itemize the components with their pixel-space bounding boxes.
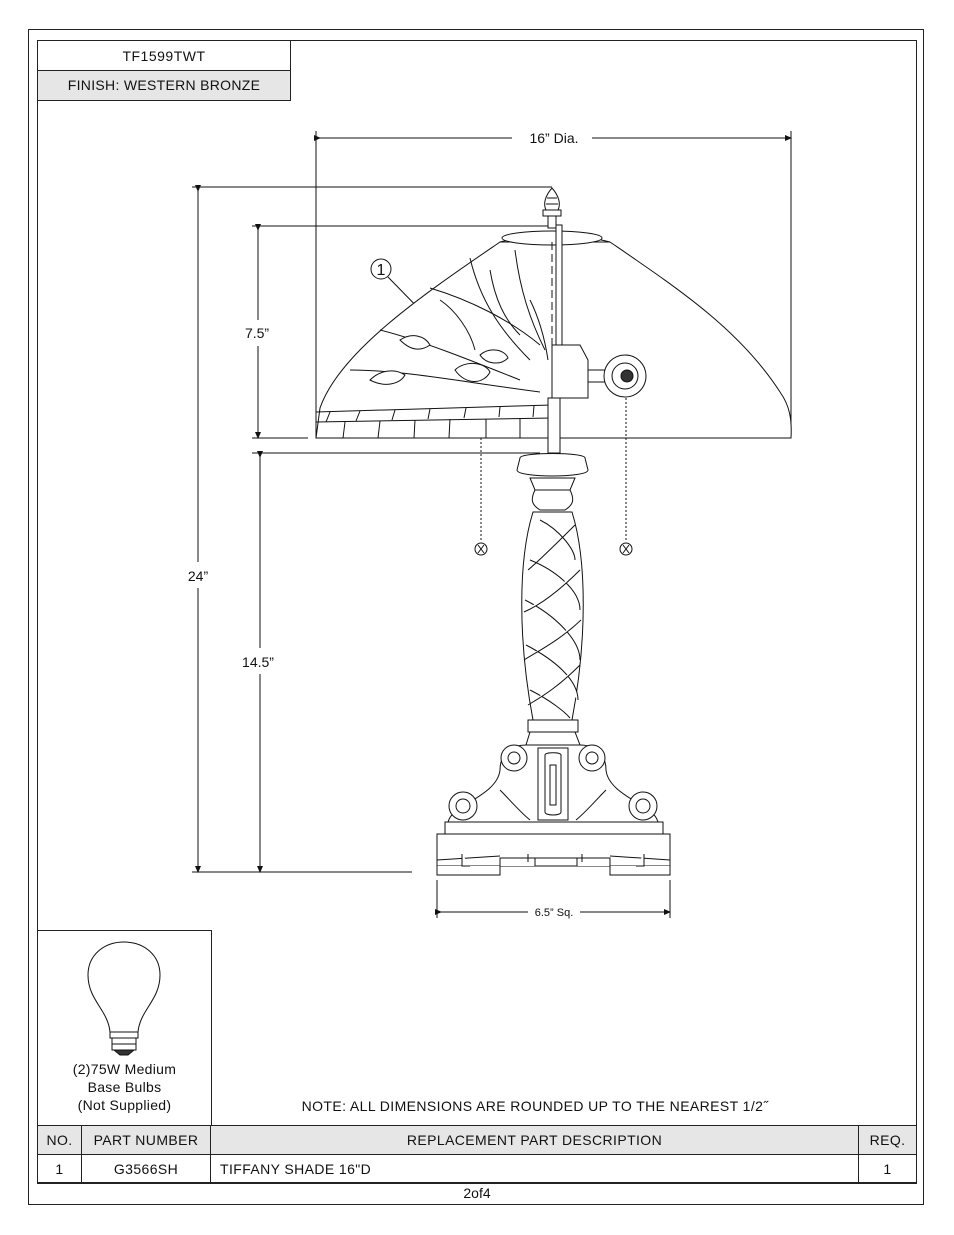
base-height-label: 14.5” xyxy=(242,654,274,670)
parts-table-header xyxy=(38,1126,917,1155)
row-req: 1 xyxy=(859,1155,917,1184)
bulb-caption xyxy=(38,1060,211,1114)
table-row xyxy=(38,1155,917,1184)
header-no: NO. xyxy=(38,1126,82,1155)
lamp-column xyxy=(517,454,588,746)
finial xyxy=(543,188,561,228)
bulb-line-2: Base Bulbs xyxy=(87,1079,162,1095)
header-part-number: PART NUMBER xyxy=(82,1126,211,1155)
overall-height-label: 24” xyxy=(187,568,209,584)
parts-table xyxy=(37,1125,917,1184)
shade-height-label: 7.5” xyxy=(244,325,270,341)
bulb-line-1: (2)75W Medium xyxy=(72,1061,177,1077)
bulb-line-3: (Not Supplied) xyxy=(77,1097,172,1113)
callout-number: 1 xyxy=(376,262,386,279)
header-req: REQ. xyxy=(859,1126,917,1155)
page-number: 2of4 xyxy=(463,1185,491,1201)
bulb-info-box xyxy=(37,930,212,1126)
row-part-number: G3566SH xyxy=(82,1155,211,1184)
model-number: TF1599TWT xyxy=(38,41,290,71)
row-description: TIFFANY SHADE 16"D xyxy=(211,1155,859,1184)
plinth xyxy=(437,822,670,875)
dim-base-height xyxy=(252,453,540,870)
shade-diameter-label: 16” Dia. xyxy=(529,130,579,146)
pull-chain-left xyxy=(475,438,487,555)
dimension-note: NOTE: ALL DIMENSIONS ARE ROUNDED UP TO THE NEAREST 1/2˝ xyxy=(301,1098,769,1114)
finish-label: FINISH: WESTERN BRONZE xyxy=(38,71,290,100)
base-width-label: 6.5” Sq. xyxy=(534,907,574,919)
header-description: REPLACEMENT PART DESCRIPTION xyxy=(211,1126,859,1155)
scroll-base xyxy=(448,745,658,830)
row-no: 1 xyxy=(38,1155,82,1184)
